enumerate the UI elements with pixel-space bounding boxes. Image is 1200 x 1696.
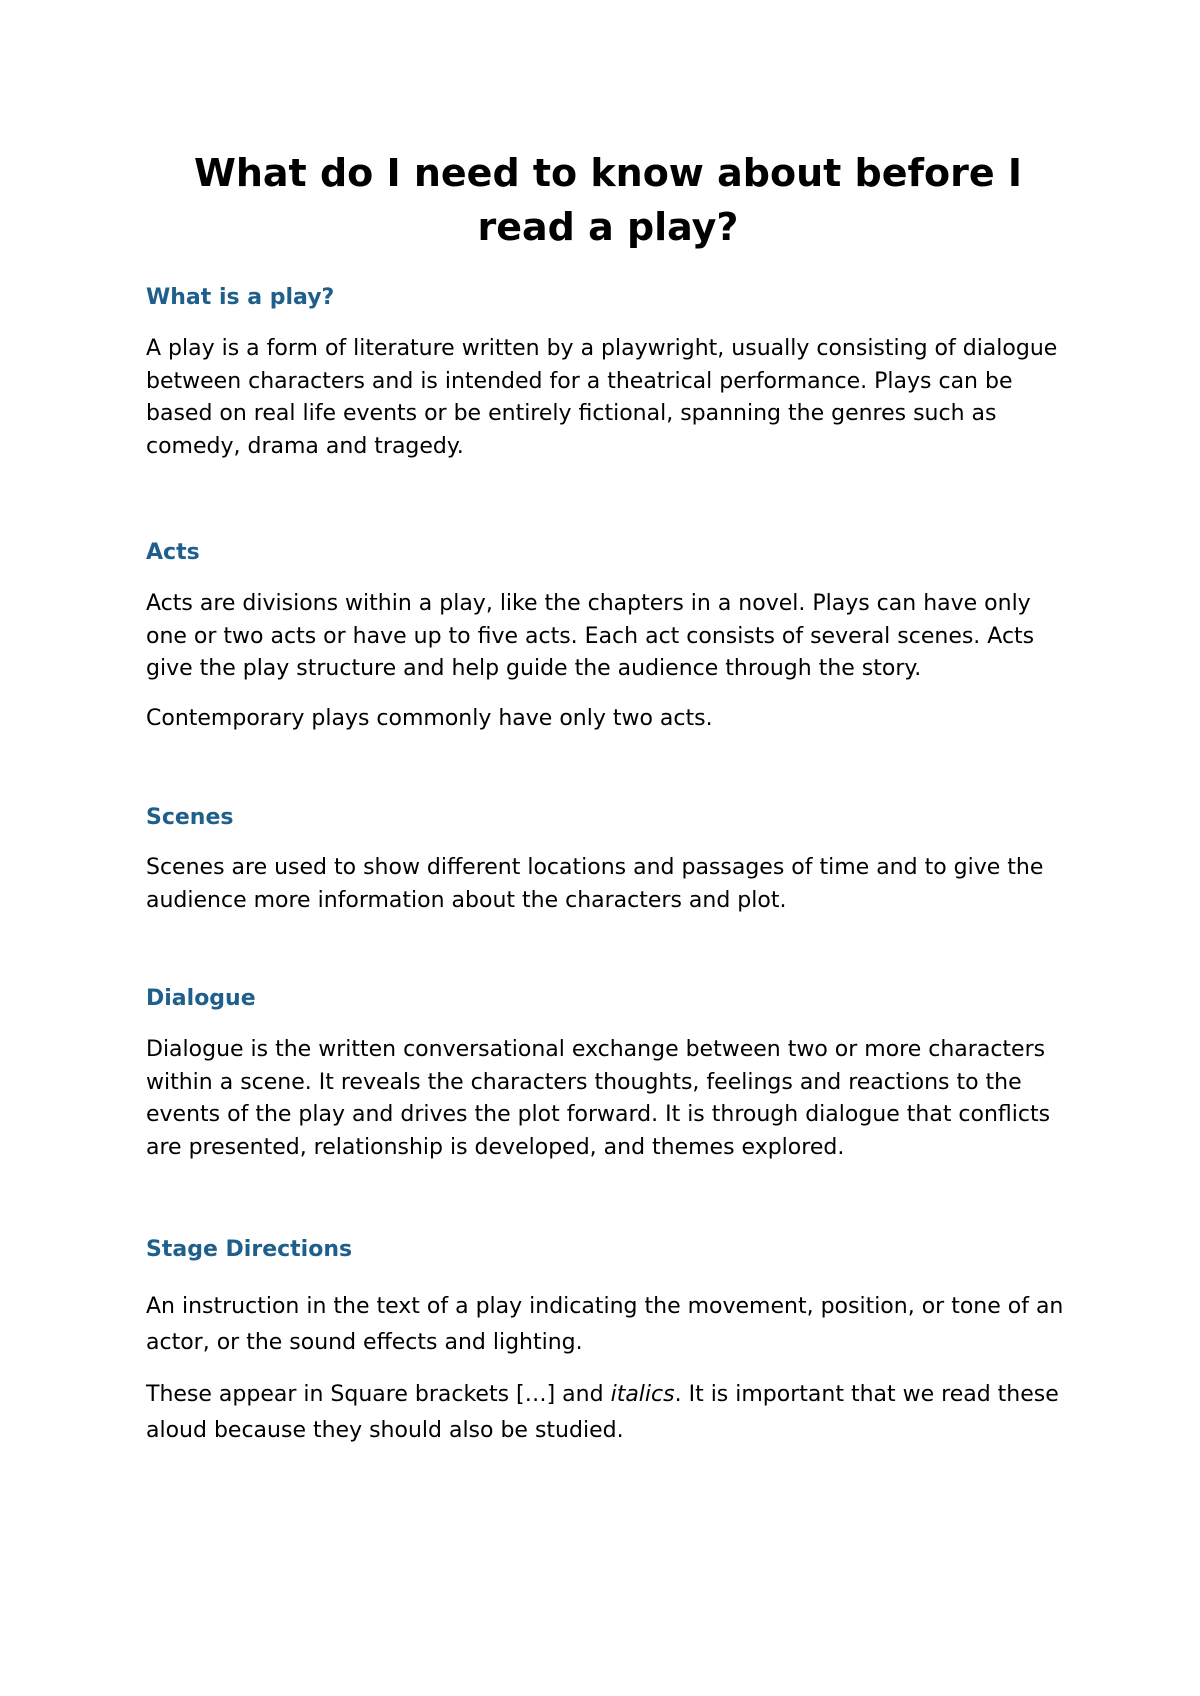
italics-word: italics [610,1382,675,1407]
section-heading-acts: Acts [146,540,200,565]
paragraph-acts-1: Acts are divisions within a play, like the chapters in a novel. Plays can have only one or two acts or have up to five acts. Each act consists of several scenes. Acts give the play structure and help guide the audience through the story. [146,591,1035,681]
section-heading-dialogue: Dialogue [146,986,256,1011]
section-heading-scenes: Scenes [146,805,234,830]
paragraph-dialogue: Dialogue is the written conversational exchange between two or more characters within a scene. It reveals the characters thoughts, feelings and reactions to the events of the play and drives the plot forward. It is through dialogue that conflicts are presented, relationship is developed, and themes explored. [146,1037,1051,1160]
document-title: What do I need to know about before I read a play? [193,151,1023,249]
paragraph-stage-directions-1: An instruction in the text of a play indicating the movement, position, or tone of an actor, or the sound effects and lighting. [146,1294,1064,1355]
section-heading-stage-directions: Stage Directions [146,1237,353,1262]
stage-directions-text-after: . It is important that we read these aloud because they should also be studied. [146,1382,1059,1443]
paragraph-acts-2: Contemporary plays commonly have only two acts. [146,705,713,731]
section-heading-what-is-a-play: What is a play? [146,285,335,310]
paragraph-scenes: Scenes are used to show different locations and passages of time and to give the audience more information about the characters and plot. [146,855,1044,913]
stage-directions-text-before: These appear in Square brackets […] and [146,1382,611,1407]
document-page [146,146,1070,1449]
paragraph-stage-directions-2 [146,1377,1070,1449]
paragraph-what-is-a-play: A play is a form of literature written by a playwright, usually consisting of dialogue between characters and is intended for a theatrical performance. Plays can be based on real life events or be entirely fictional, spanning the genres such as comedy, drama and tragedy. [146,336,1058,459]
